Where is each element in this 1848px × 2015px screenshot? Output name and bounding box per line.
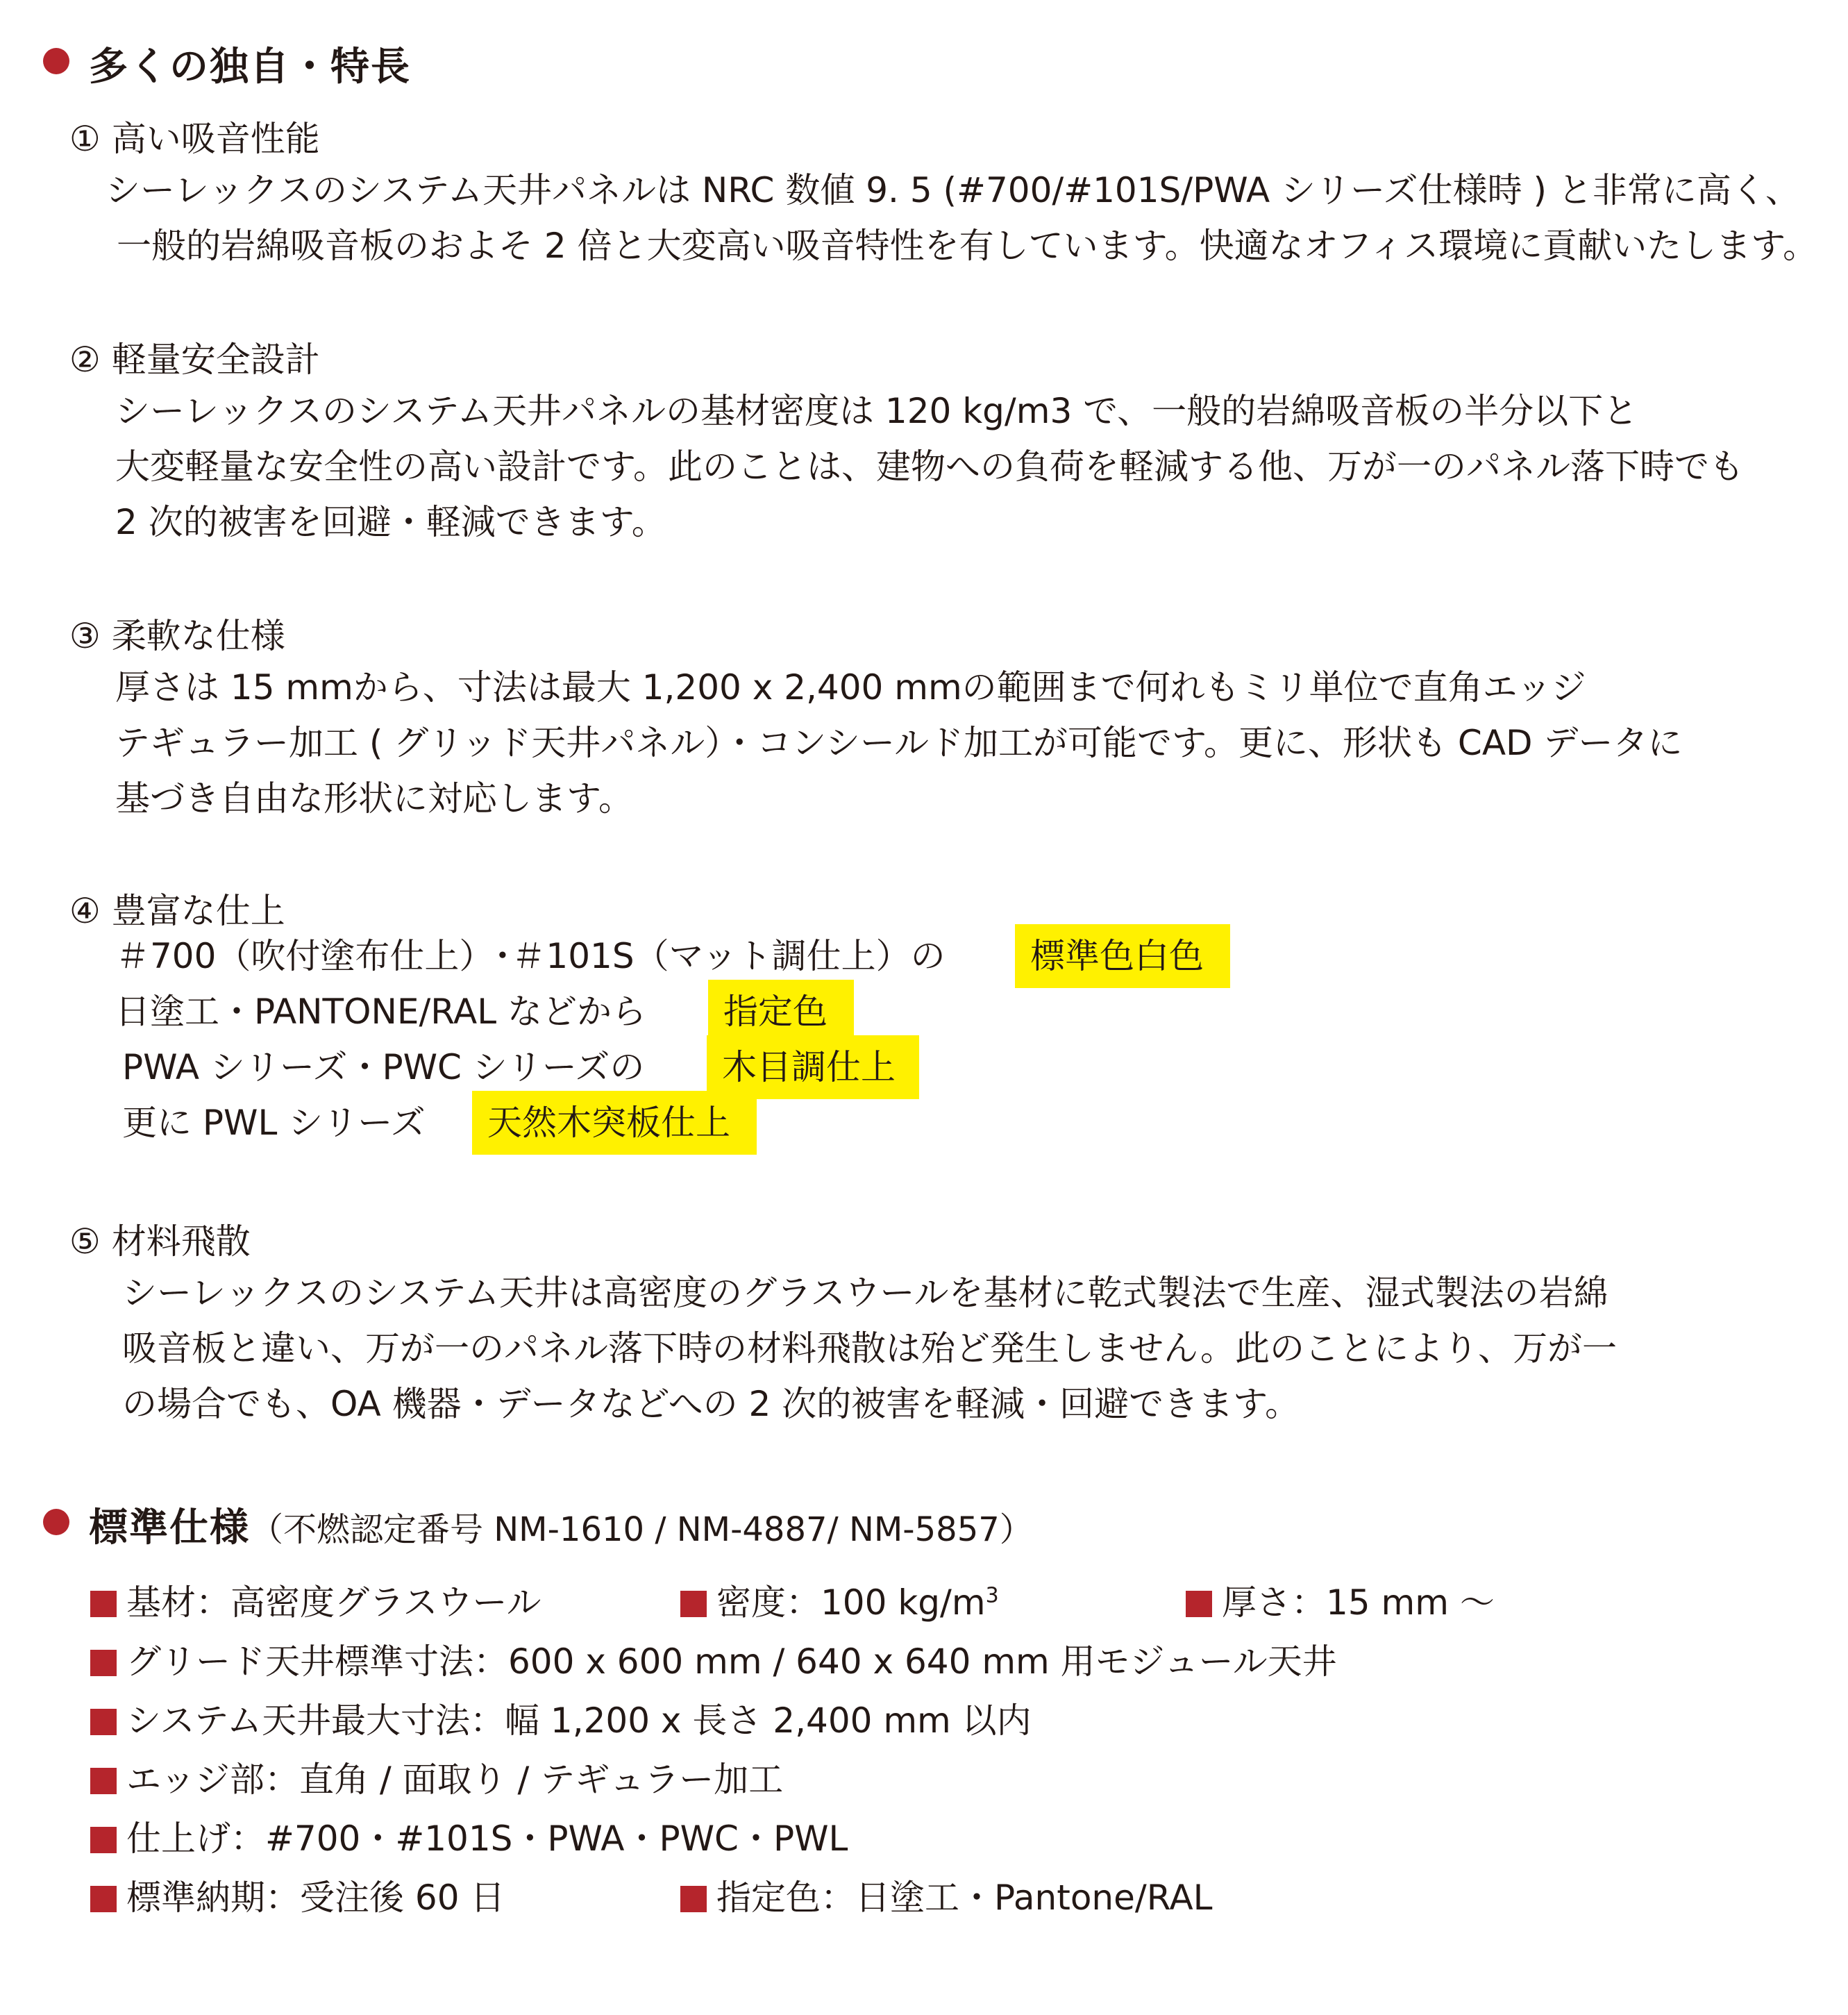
square-bullet-icon: [90, 1827, 117, 1853]
square-bullet-icon: [90, 1591, 117, 1617]
finish-line-1-text: ＃700（吹付塗布仕上）･＃101S（マット調仕上）の: [115, 936, 946, 976]
finish-line-4-text: 更に PWL シリーズ: [122, 1103, 426, 1143]
square-bullet-icon: [680, 1591, 707, 1617]
square-bullet-icon: [90, 1886, 117, 1912]
spec-edge: エッジ部：直角 / 面取り / テギュラー加工: [90, 1752, 783, 1802]
square-bullet-icon: [90, 1768, 117, 1794]
feature-1-title: ① 高い吸音性能: [69, 119, 320, 159]
spec-thickness: 厚さ：15 mm 〜: [1186, 1575, 1495, 1625]
bullet-dot-icon: [43, 1509, 69, 1535]
feature-5-title: ⑤ 材料飛散: [69, 1221, 251, 1262]
feature-5-text: シーレックスのシステム天井は高密度のグラスウールを基材に乾式製法で生産、湿式製法の岩綿 吸音板と違い、万が一のパネル落下時の材料飛散は殆ど発生しません。此のことにより、万が一 の場合でも、OA 機器・データなどへの 2 次的被害を軽減・回避できます。: [122, 1273, 1617, 1424]
finish-line-2-text: 日塗工・PANTONE/RAL などから: [115, 992, 646, 1032]
finish-highlight-woodgrain: 木目調仕上: [707, 1035, 919, 1099]
finish-highlight-standard-white: 標準色白色: [1015, 924, 1230, 988]
square-bullet-icon: [90, 1650, 117, 1676]
feature-3-title: ③ 柔軟な仕様: [69, 616, 285, 656]
feature-1-text: シーレックスのシステム天井パネルは NRC 数値 9. 5 (#700/#101S/PWA シリーズ仕様時 ) と非常に高く、 一般的岩綿吸音板のおよそ 2 倍と大変高い吸音特性を有しています。快適なオフィス環境に貢献いたします。: [106, 170, 1818, 266]
spec-base-material: 基材：高密度グラスウール: [90, 1575, 541, 1625]
feature-2-text: シーレックスのシステム天井パネルの基材密度は 120 kg/m3 で、一般的岩綿吸音板の半分以下と 大変軽量な安全性の高い設計です。此のことは、建物への負荷を軽減する他、万が一のパネル落下時でも 2 次的被害を回避・軽減できます。: [115, 391, 1744, 542]
spec-specified-color: 指定色：日塗工・Pantone/RAL: [680, 1870, 1213, 1920]
square-bullet-icon: [90, 1709, 117, 1735]
feature-4-title: ④ 豊富な仕上: [69, 891, 285, 931]
feature-2-title: ② 軽量安全設計: [69, 340, 320, 380]
features-heading: 多くの独自・特長: [89, 44, 411, 90]
specs-heading: 標準仕様（不燃認定番号 NM-1610 / NM-4887/ NM-5857）: [89, 1505, 1033, 1550]
finish-highlight-specified-color: 指定色: [708, 980, 854, 1044]
finish-highlight-natural-veneer: 天然木突板仕上: [472, 1091, 757, 1155]
spec-delivery: 標準納期：受注後 60 日: [90, 1870, 505, 1920]
square-bullet-icon: [1186, 1591, 1212, 1617]
specs-heading-note: （不燃認定番号 NM-1610 / NM-4887/ NM-5857）: [250, 1510, 1033, 1549]
feature-3-text: 厚さは 15 mmから、寸法は最大 1,200 x 2,400 mmの範囲まで何れもミリ単位で直角エッジ テギュラー加工 ( グリッド天井パネル）・コンシールド加工が可能です。更に、形状も CAD データに 基づき自由な形状に対応します。: [115, 667, 1683, 819]
square-bullet-icon: [680, 1886, 707, 1912]
bullet-dot-icon: [43, 48, 69, 74]
spec-max-size: システム天井最大寸法：幅 1,200 x 長さ 2,400 mm 以内: [90, 1693, 1032, 1743]
spec-density: 密度：100 $kg/m^3$: [680, 1575, 999, 1625]
spec-finish: 仕上げ：#700・#101S・PWA・PWC・PWL: [90, 1811, 848, 1861]
spec-grid-size: グリード天井標準寸法：600 x 600 mm / 640 x 640 mm 用モジュール天井: [90, 1634, 1337, 1684]
finish-line-3-text: PWA シリーズ・PWC シリーズの: [122, 1047, 645, 1087]
